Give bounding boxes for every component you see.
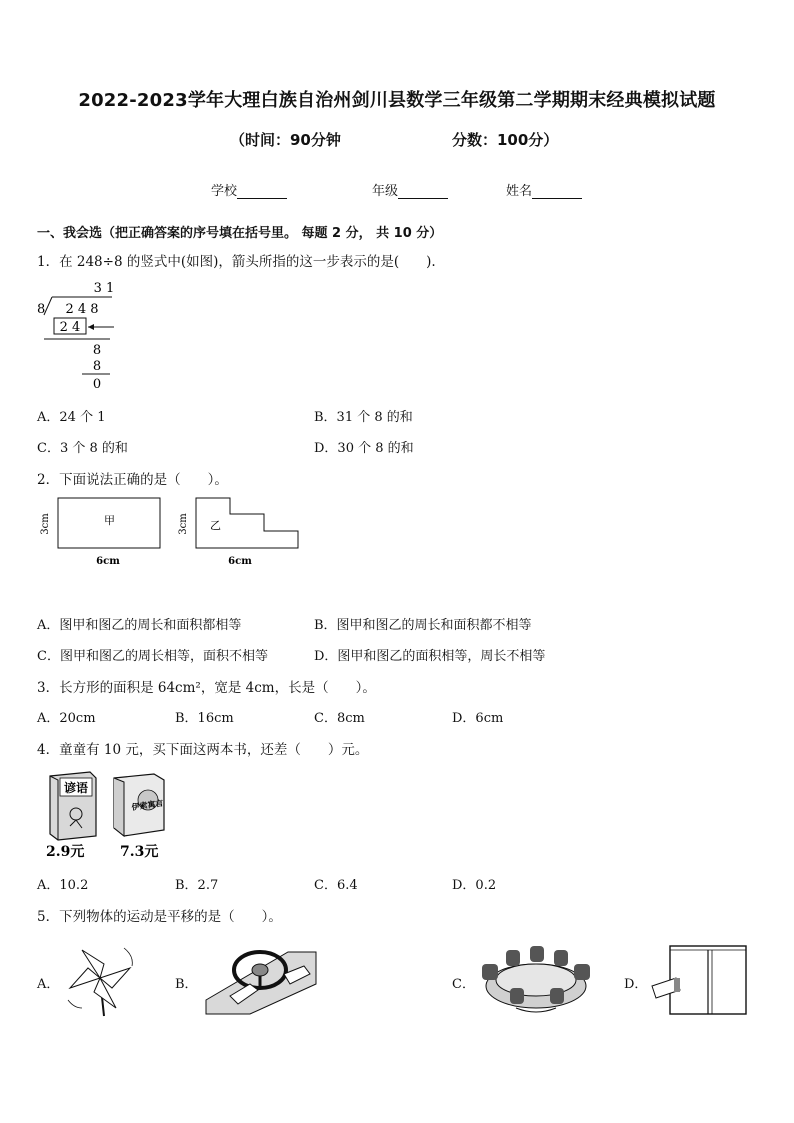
book2-title: 伊索寓言 [131, 798, 164, 812]
name-blank[interactable] [532, 185, 582, 199]
sliding-window-icon [648, 942, 754, 1018]
book1-title: 谚语 [63, 781, 89, 795]
q3-option-b[interactable]: B．16cm [175, 711, 234, 726]
grade-blank[interactable] [398, 185, 448, 199]
exam-score: 分数：100分） [452, 131, 559, 149]
q1-option-a[interactable]: A．24 个 1 [37, 410, 106, 425]
school-blank[interactable] [237, 185, 287, 199]
grade-label: 年级 [372, 184, 399, 199]
school-field[interactable] [211, 180, 287, 199]
q4-option-a[interactable]: A．10.2 [37, 878, 89, 893]
step2: 8 [92, 359, 102, 374]
remainder-1: 8 [92, 343, 102, 358]
q1-option-b[interactable]: B．31 个 8 的和 [314, 410, 413, 425]
aesop-book-icon [114, 774, 164, 836]
name-label: 姓名 [506, 184, 533, 199]
question-5-stem: 5．下列物体的运动是平移的是（ ）。 [37, 909, 282, 925]
book1-price: 2.9元 [46, 844, 85, 860]
jia-height: 3cm [40, 513, 51, 535]
dividend: 2 4 8 [65, 302, 99, 317]
q3-option-c[interactable]: C．8cm [314, 711, 365, 726]
q4-option-d[interactable]: D．0.2 [452, 878, 497, 893]
question-3-stem: 3．长方形的面积是 64cm²，宽是 4cm，长是（ ）。 [37, 680, 376, 696]
yi-width: 6cm [228, 556, 252, 567]
proverb-book-icon [50, 772, 96, 840]
step1: 2 4 [59, 320, 81, 335]
book2-price: 7.3元 [120, 844, 159, 860]
q5-option-d[interactable]: D． [624, 977, 648, 992]
division-figure [30, 278, 130, 394]
q5-option-a[interactable]: A． [37, 977, 60, 992]
q2-option-b[interactable]: B．图甲和图乙的周长和面积都不相等 [314, 618, 532, 633]
yi-label: 乙 [210, 519, 221, 532]
q2-option-a[interactable]: A．图甲和图乙的周长和面积都相等 [37, 618, 242, 633]
quotient: 3 1 [93, 281, 115, 296]
remainder-2: 0 [92, 377, 102, 392]
q5-option-c[interactable]: C． [452, 977, 475, 992]
q3-option-d[interactable]: D．6cm [452, 711, 504, 726]
question-2-stem: 2．下面说法正确的是（ ）。 [37, 472, 228, 488]
question-1-stem: 1．在 248÷8 的竖式中(如图)，箭头所指的这一步表示的是( ). [37, 254, 436, 270]
name-field[interactable] [506, 180, 582, 199]
school-label: 学校 [211, 184, 238, 199]
question-4-stem: 4．童童有 10 元，买下面这两本书，还差（ ）元。 [37, 742, 369, 758]
books-figure [44, 770, 180, 862]
divisor: 8 [37, 302, 46, 317]
jia-label: 甲 [104, 514, 115, 527]
page-title: 2022-2023学年大理白族自治州剑川县数学三年级第二学期期末经典模拟试题 [78, 90, 716, 111]
shapes-figure [34, 494, 314, 572]
yi-height: 3cm [178, 513, 189, 535]
exam-time: （时间：90分钟 [230, 131, 341, 149]
q4-option-c[interactable]: C．6.4 [314, 878, 358, 893]
jia-width: 6cm [96, 556, 120, 567]
grade-field[interactable] [372, 180, 448, 199]
q1-option-c[interactable]: C．3 个 8 的和 [37, 441, 128, 456]
q1-option-d[interactable]: D．30 个 8 的和 [314, 441, 414, 456]
q3-option-a[interactable]: A．20cm [37, 711, 96, 726]
carousel-icon [476, 942, 596, 1018]
q4-option-b[interactable]: B．2.7 [175, 878, 219, 893]
section-heading: 一、我会选（把正确答案的序号填在括号里。 每题 2 分， 共 10 分） [37, 226, 443, 241]
steering-wheel-icon [200, 944, 318, 1016]
q2-option-d[interactable]: D．图甲和图乙的面积相等，周长不相等 [314, 649, 546, 664]
q2-option-c[interactable]: C．图甲和图乙的周长相等，面积不相等 [37, 649, 268, 664]
q5-option-b[interactable]: B． [175, 977, 198, 992]
pinwheel-icon [60, 942, 140, 1018]
